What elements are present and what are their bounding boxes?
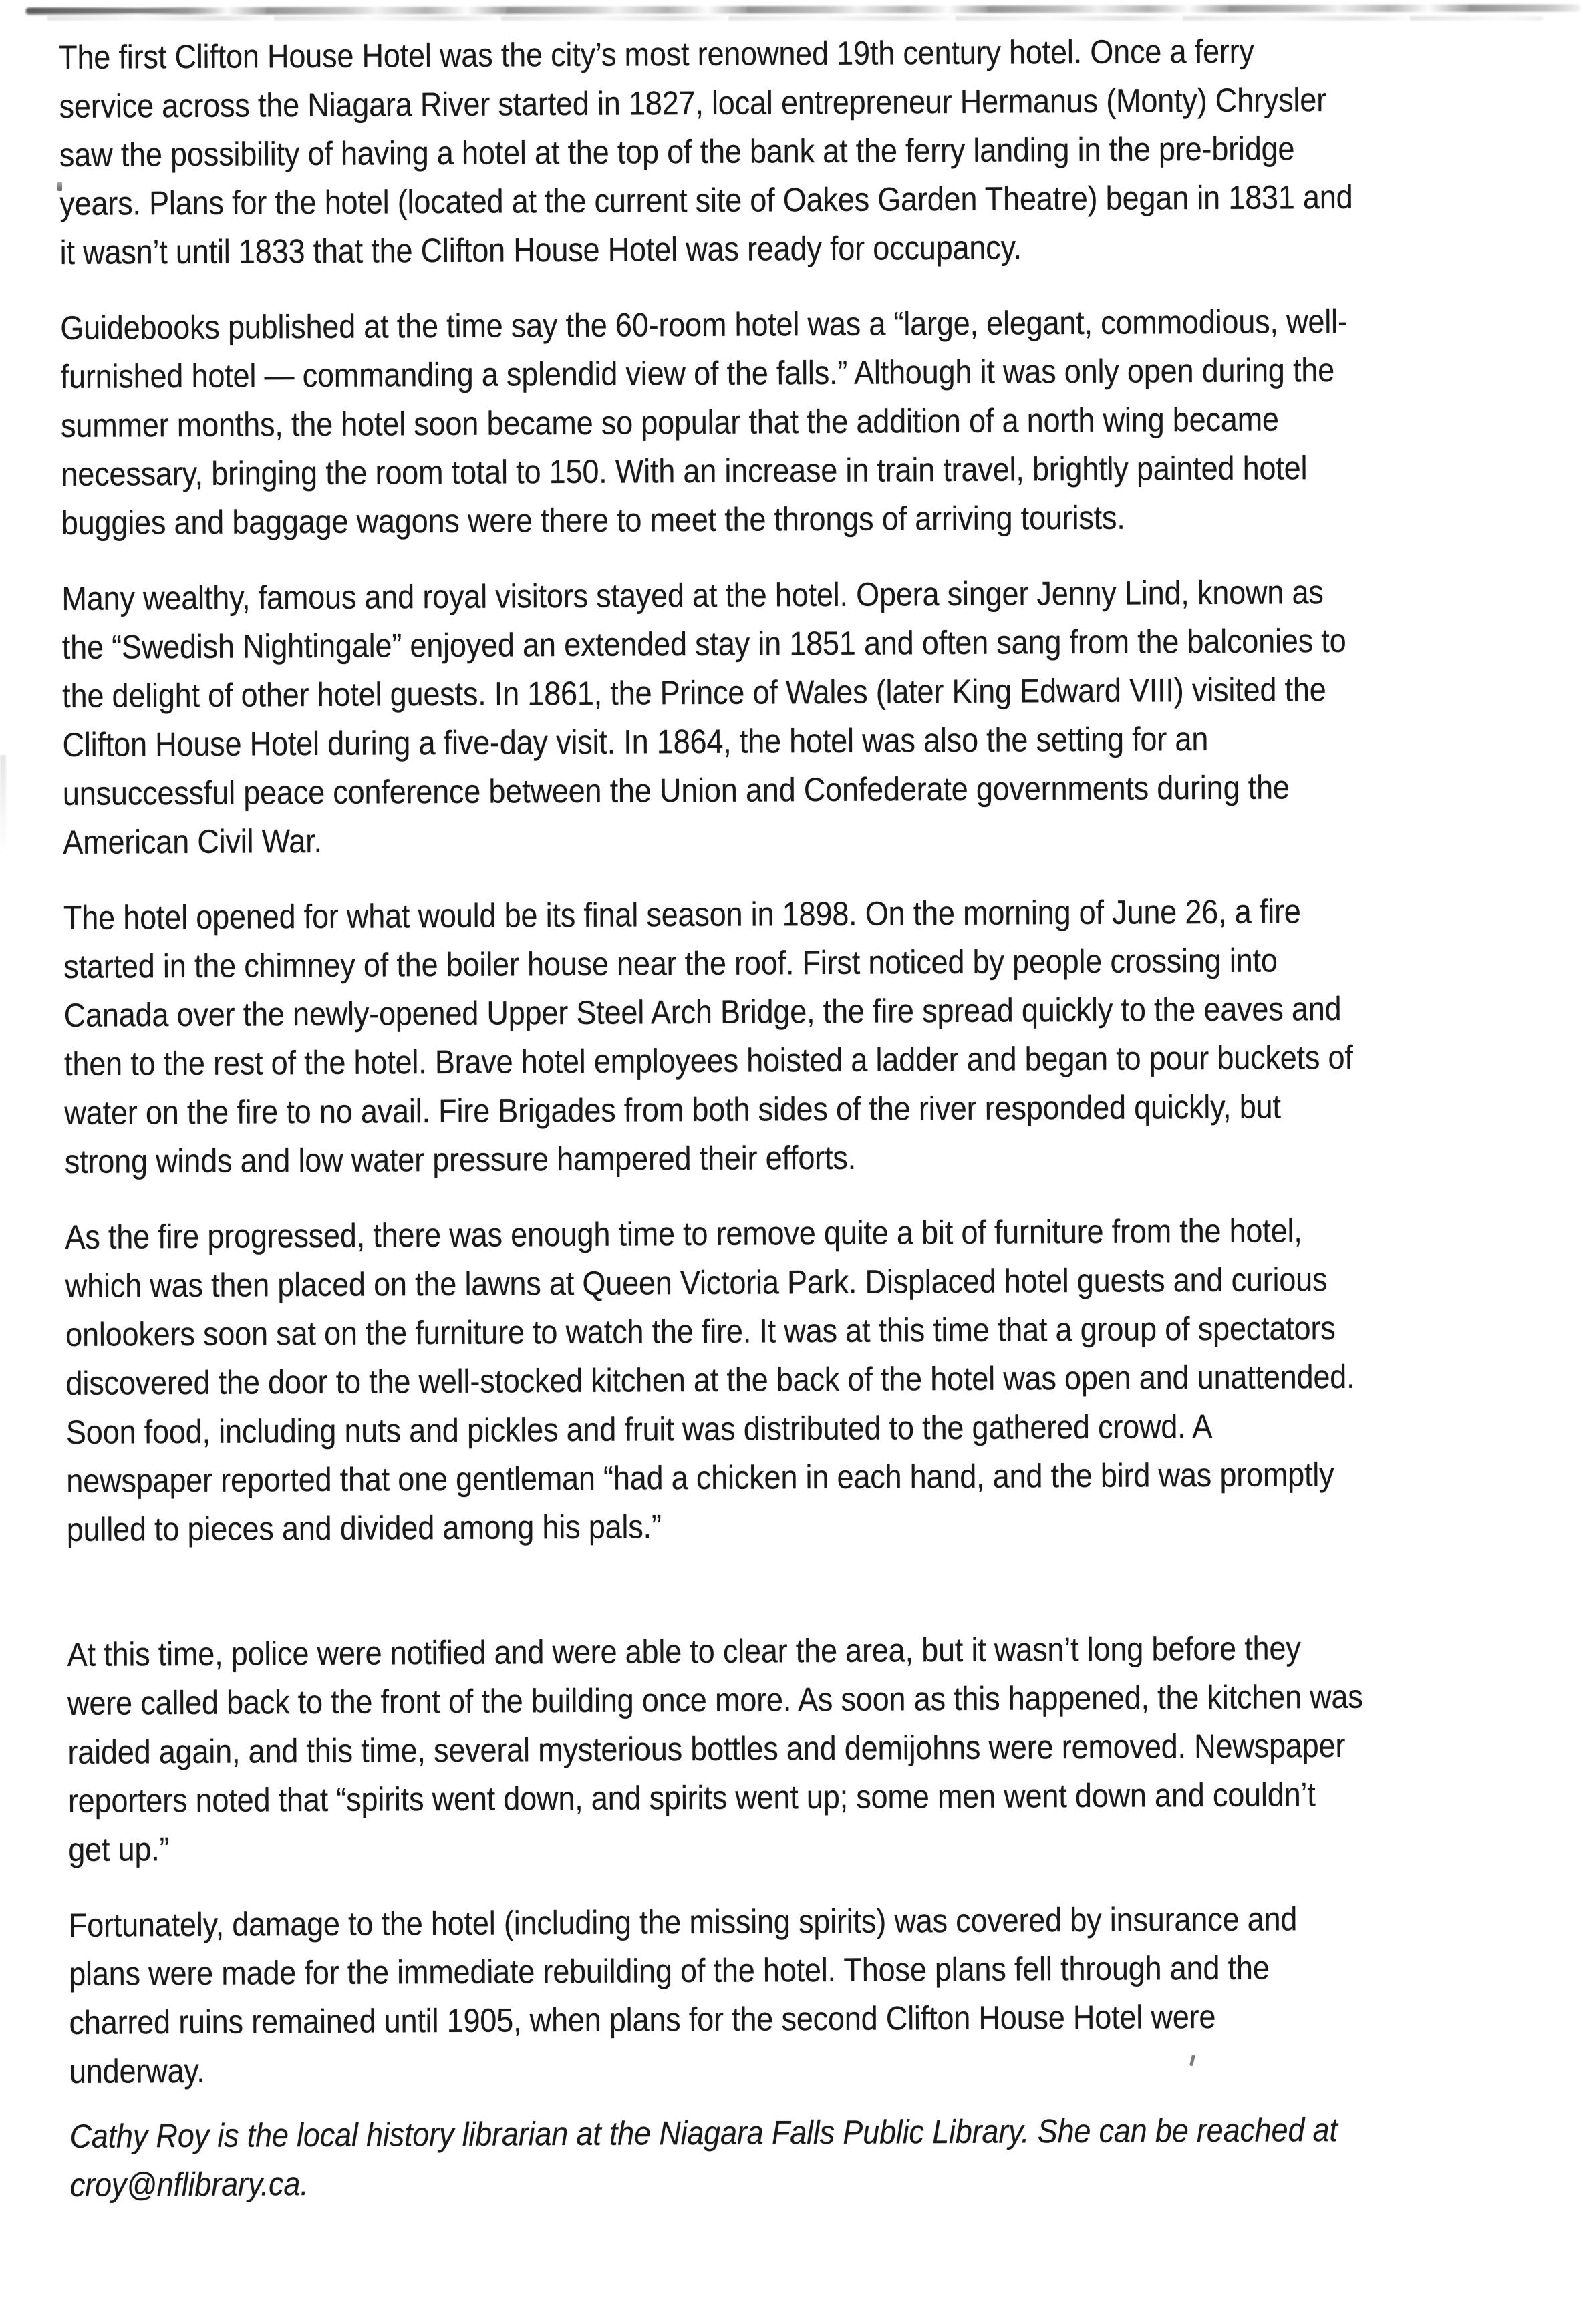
scan-artifact-top-band (25, 5, 1580, 15)
article-paragraph-5: As the fire progressed, there was enough time to remove quite a bit of furniture from the hotel, which was then placed on the lawns at Queen Victoria Park. Displaced hotel guests and curious onlookers soon sat on the furniture to watch the fire. It was at this time that a group of spectators discovered the door to the well-stocked kitchen at the back of the hotel was open and unattended. Soon food, including nuts and pickles and fruit was distributed to the gathered crowd. A newspaper reported that one gentleman “had a chicken in each hand, and the bird was promptly pulled to pieces and divided among his pals.” (65, 1212, 1355, 1548)
scan-artifact-top-band-echo (47, 16, 1543, 21)
article-body (59, 25, 1562, 2236)
article-paragraph-4: The hotel opened for what would be its final season in 1898. On the morning of June 26, a fire started in the chimney of the boiler house near the roof. First noticed by people crossing into Canada over the newly-opened Upper Steel Arch Bridge, the fire spread quickly to the eaves and then to the rest of the hotel. Brave hotel employees hoisted a ladder and began to pour buckets of water on the fire to no avail. Fire Brigades from both sides of the river responded quickly, but strong winds and low water pressure hampered their efforts. (63, 892, 1353, 1180)
article-paragraph-7: Fortunately, damage to the hotel (including the missing spirits) was covered by insurance and plans were made for the immediate rebuilding of the hotel. Those plans fell through and the charred ruins remained until 1905, when plans for the second Clifton House Hotel were underway. (68, 1900, 1298, 2090)
scan-artifact-dark-streak (27, 8, 227, 13)
article-byline: Cathy Roy is the local history librarian at the Niagara Falls Public Library. She can be reached at croy@nflibrary.ca. (69, 2111, 1338, 2204)
article-paragraph-2: Guidebooks published at the time say the 60-room hotel was a “large, elegant, commodious, well- furnished hotel — commanding a splendid view of the falls.” Although it was only open during the summer months, the hotel soon became so popular that the addition of a north wing became necessary, bringing the room total to 150. With an increase in train travel, brightly painted hotel buggies and baggage wagons were there to meet the throngs of arriving tourists. (60, 302, 1348, 542)
article-paragraph-1: The first Clifton House Hotel was the city’s most renowned 19th century hotel. Once a ferry service across the Niagara River started in 1827, local entrepreneur Hermanus (Monty) Chrysler saw the possibility of having a hotel at the top of the bank at the ferry landing in the pre-bridge years. Plans for the hotel (located at the current site of Oakes Garden Theatre) began in 1831 and it wasn’t until 1833 that the Clifton House Hotel was ready for occupancy. (59, 32, 1353, 271)
scan-smudge-left-edge (0, 755, 6, 855)
article-paragraph-6: At this time, police were notified and were able to clear the area, but it wasn’t long before they were called back to the front of the building once more. As soon as this happened, the kitchen was raided again, and this time, several mysterious bottles and demijohns were removed. Newspaper reporters noted that “spirits went down, and spirits went up; some men went down and couldn’t get up.” (67, 1629, 1363, 1868)
article-paragraph-3: Many wealthy, famous and royal visitors stayed at the hotel. Opera singer Jenny Lind, known as the “Swedish Nightingale” enjoyed an extended stay in 1851 and often sang from the balconies to the delight of other hotel guests. In 1861, the Prince of Wales (later King Edward VIII) visited the Clifton House Hotel during a five-day visit. In 1864, the hotel was also the setting for an unsuccessful peace conference between the Union and Confederate governments during the American Civil War. (61, 573, 1346, 861)
